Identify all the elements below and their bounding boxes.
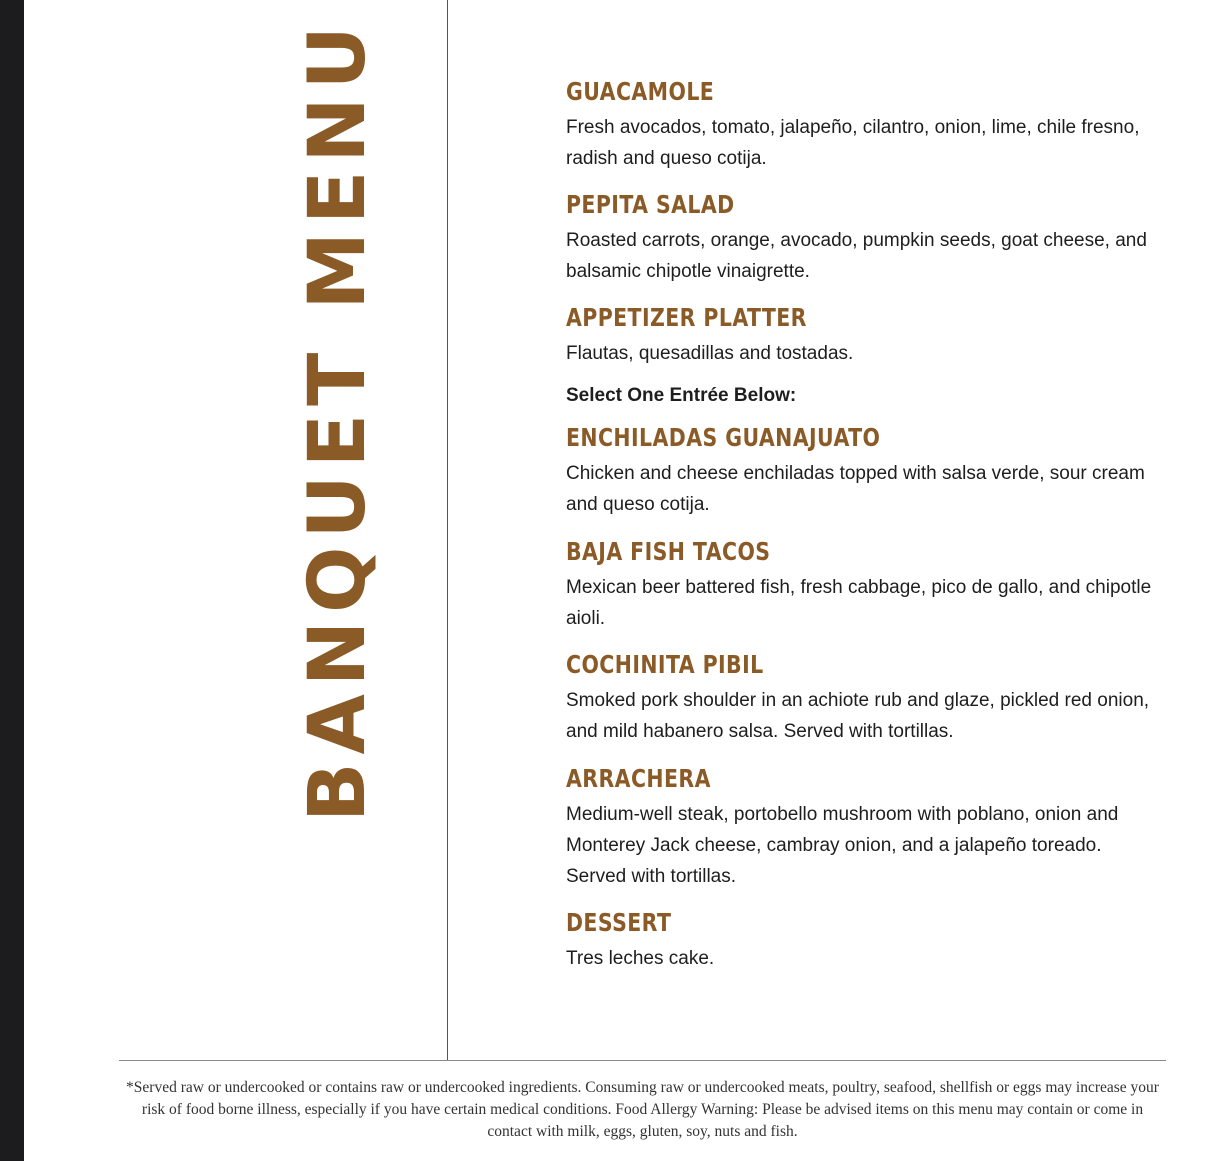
menu-item-description: Mexican beer battered fish, fresh cabbage, pico de gallo, and chipotle aioli. [566,577,1152,629]
menu-item-description: Chicken and cheese enchiladas topped with salsa verde, sour cream and queso cotija. [566,463,1145,515]
menu-title: BANQUET MENU [293,18,383,822]
menu-list [566,74,1166,974]
menu-item-description: Medium-well steak, portobello mushroom with poblano, onion and Monterey Jack cheese, cambray onion, and a jalapeño toreado. Served with tortillas. [566,804,1119,887]
menu-item-description: Roasted carrots, orange, avocado, pumpkin seeds, goat cheese, and balsamic chipotle vinaigrette. [566,230,1147,282]
menu-item-name: GUACAMOLE [566,77,715,106]
menu-item-enchiladas-guanajuato [566,420,1166,534]
vertical-divider [447,0,448,1060]
footer-divider [119,1060,1166,1061]
menu-item-dessert [566,905,1166,974]
left-dark-edge [0,0,24,1161]
menu-item-name: APPETIZER PLATTER [566,303,807,332]
menu-item-name: PEPITA SALAD [566,190,735,219]
menu-item-name: COCHINITA PIBIL [566,650,764,679]
menu-item-guacamole [566,74,1166,187]
menu-item-appetizer-platter [566,300,1166,382]
menu-item-description: Fresh avocados, tomato, jalapeño, cilantro, onion, lime, chile fresno, radish and queso cotija. [566,117,1140,169]
select-entree-note: Select One Entrée Below: [566,385,797,406]
menu-item-cochinita-pibil [566,647,1166,761]
menu-item-description: Flautas, quesadillas and tostadas. [566,343,854,364]
menu-item-description: Smoked pork shoulder in an achiote rub and glaze, pickled red onion, and mild habanero salsa. Served with tortillas. [566,690,1150,742]
menu-item-name: ARRACHERA [566,764,711,793]
allergy-footnote: *Served raw or undercooked or contains raw or undercooked ingredients. Consuming raw or undercooked meats, poultry, seafood, shellfish or eggs may increase your risk of food borne illness, especially if you have certain medical conditions. Food Allergy Warning: Please be advised items on this menu may contain or come in contact with milk, eggs, gluten, soy, nuts and fish. [126,1079,1159,1140]
menu-item-name: DESSERT [566,908,672,937]
menu-item-arrachera [566,761,1166,905]
menu-item-baja-fish-tacos [566,534,1166,647]
menu-page [24,0,1229,1161]
menu-item-name: ENCHILADAS GUANAJUATO [566,423,881,452]
menu-item-pepita-salad [566,187,1166,300]
menu-item-name: BAJA FISH TACOS [566,537,771,566]
menu-item-description: Tres leches cake. [566,948,715,969]
